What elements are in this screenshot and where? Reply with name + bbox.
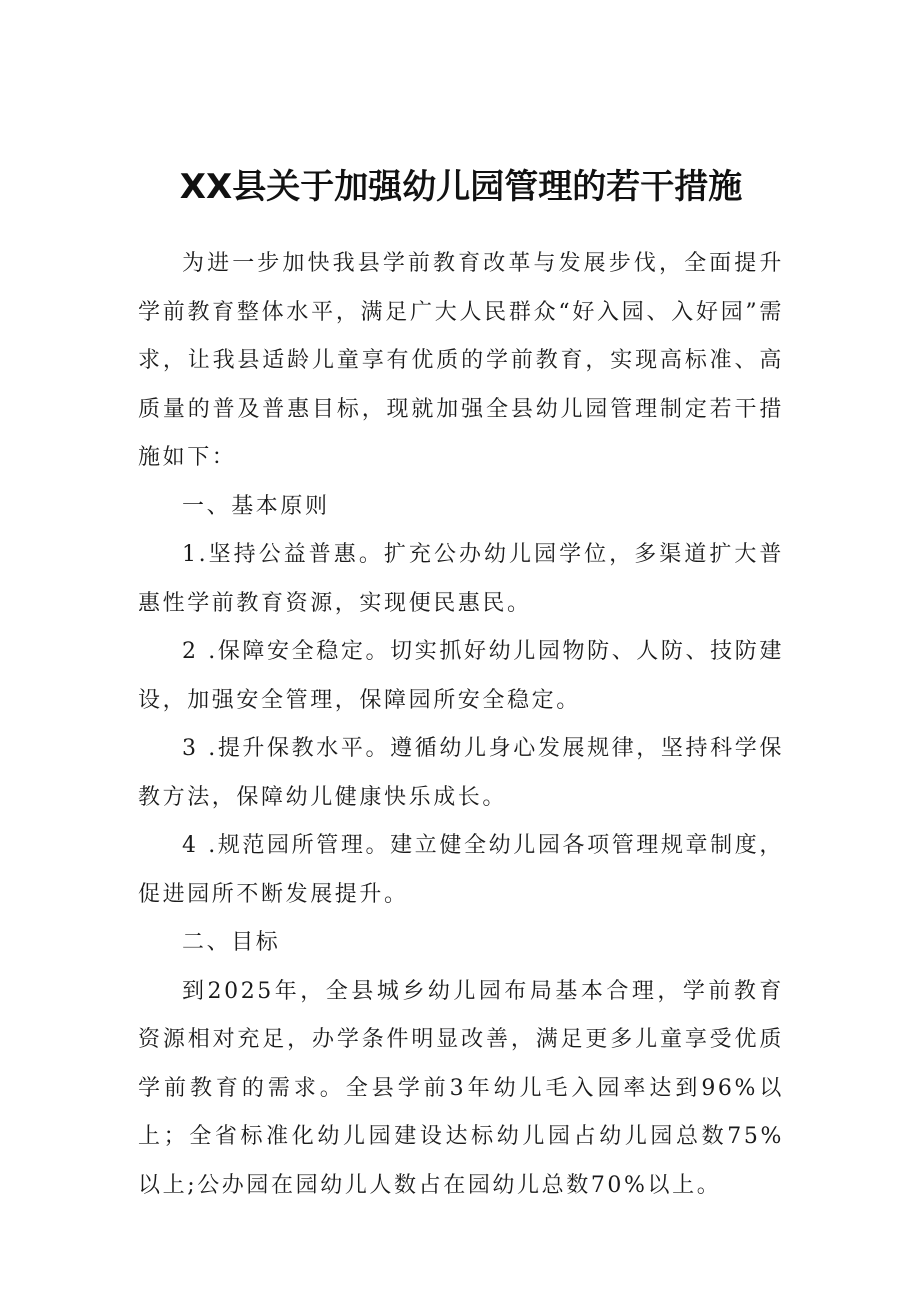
- principle-item-2: 2 .保障安全稳定。切实抓好幼儿园物防、人防、技防建设，加强安全管理，保障园所安全稳定。: [138, 639, 784, 713]
- document-body: [138, 240, 784, 1210]
- section-heading-goals: 二、目标: [182, 930, 281, 955]
- document-title: XX县关于加强幼儿园管理的若干措施: [179, 167, 743, 207]
- principle-item-4: 4 .规范园所管理。建立健全幼儿园各项管理规章制度，促进园所不断发展提升。: [138, 833, 784, 907]
- principle-item-1: 1.坚持公益普惠。扩充公办幼儿园学位，多渠道扩大普惠性学前教育资源，实现便民惠民。: [138, 542, 784, 616]
- intro-paragraph: 为进一步加快我县学前教育改革与发展步伐，全面提升学前教育整体水平，满足广大人民群众“好入园、入好园”需求，让我县适龄儿童享有优质的学前教育，实现高标准、高质量的普及普惠目标，现就加强全县幼儿园管理制定若干措施如下：: [138, 251, 784, 470]
- goal-paragraph: 到2025年，全县城乡幼儿园布局基本合理，学前教育资源相对充足，办学条件明显改善，满足更多儿童享受优质学前教育的需求。全县学前3年幼儿毛入园率达到96%以上；全省标准化幼儿园建设达标幼儿园占幼儿园总数75%以上;公办园在园幼儿人数占在园幼儿总数70%以上。: [138, 978, 784, 1198]
- principle-item-3: 3 .提升保教水平。遵循幼儿身心发展规律，坚持科学保教方法，保障幼儿健康快乐成长。: [138, 736, 784, 810]
- section-heading-principles: 一、基本原则: [182, 493, 330, 519]
